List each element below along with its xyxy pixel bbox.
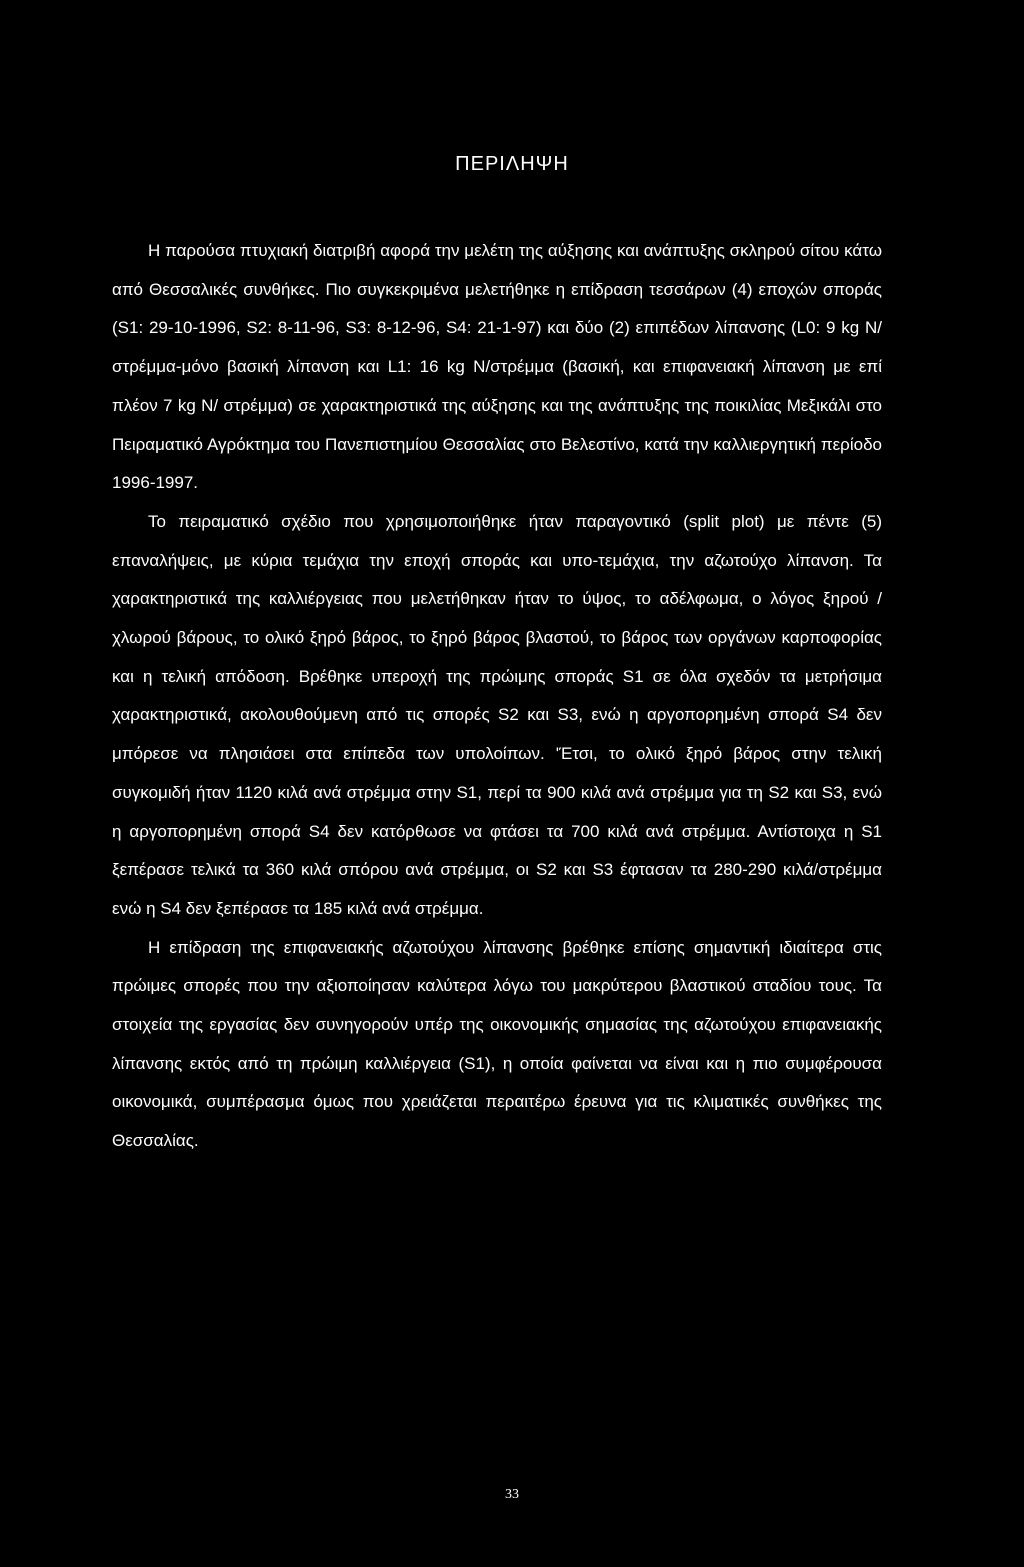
paragraph-conclusion: Η επίδραση της επιφανειακής αζωτούχου λίπανσης βρέθηκε επίσης σημαντική ιδιαίτερα στις πρώιμες σπορές που την αξιοποίησαν καλύτερα λόγω του μακρύτερου βλαστικού σταδίου τους. Τα στοιχεία της εργασίας δεν συνηγορούν υπέρ της οικονομικής σημασίας της αζωτούχου επιφανειακής λίπανσης εκτός από τη πρώιμη καλλιέργεια (S1), η οποία φαίνεται να είναι και η πιο συμφέρουσα οικονομικά, συμπέρασμα όμως που χρειάζεται περαιτέρω έρευνα για τις κλιματικές συνθήκες της Θεσσαλίας. — [112, 937, 882, 1151]
paragraph-intro: Η παρούσα πτυχιακή διατριβή αφορά την μελέτη της αύξησης και ανάπτυξης σκληρού σίτου κάτω από Θεσσαλικές συνθήκες. Πιο συγκεκριμένα μελετήθηκε η επίδραση τεσσάρων (4) εποχών σποράς (S1: 29-10-1996, S2: 8-11-96, S3: 8-12-96, S4: 21-1-97) και δύο (2) επιπέδων λίπανσης (L0: 9 kg N/στρέμμα-μόνο βασική λίπανση και L1: 16 kg N/στρέμμα (βασική, και επιφανειακή λίπανση με επί πλέον 7 kg N/ στρέμμα) σε χαρακτηριστικά της αύξησης και της ανάπτυξης της ποικιλίας Μεξικάλι στο Πειραματικό Αγρόκτημα του Πανεπιστημίου Θεσσαλίας στο Βελεστίνο, κατά την καλλιεργητική περίοδο 1996-1997. — [112, 241, 882, 493]
page-number: 33 — [505, 1487, 519, 1502]
abstract-body — [112, 232, 882, 1161]
page-title: ΠΕΡΙΛΗΨΗ — [455, 153, 569, 175]
paragraph-methods-results: Το πειραματικό σχέδιο που χρησιμοποιήθηκε ήταν παραγοντικό (split plot) με πέντε (5) επαναλήψεις, με κύρια τεμάχια την εποχή σποράς και υπο-τεμάχια, την αζωτούχο λίπανση. Τα χαρακτηριστικά της καλλιέργειας που μελετήθηκαν ήταν το ύψος, το αδέλφωμα, ο λόγος ξηρού /χλωρού βάρους, το ολικό ξηρό βάρος, το ξηρό βάρος βλαστού, το βάρος των οργάνων καρποφορίας και η τελική απόδοση. Βρέθηκε υπεροχή της πρώιμης σποράς S1 σε όλα σχεδόν τα μετρήσιμα χαρακτηριστικά, ακολουθούμενη από τις σπορές S2 και S3, ενώ η αργοπορημένη σπορά S4 δεν μπόρεσε να πλησιάσει στα επίπεδα των υπολοίπων. 'Έτσι, το ολικό ξηρό βάρος στην τελική συγκομιδή ήταν 1120 κιλά ανά στρέμμα στην S1, περί τα 900 κιλά ανά στρέμμα για τη S2 και S3, ενώ η αργοπορημένη σπορά S4 δεν κατόρθωσε να φτάσει τα 700 κιλά ανά στρέμμα. Αντίστοιχα η S1 ξεπέρασε τελικά τα 360 κιλά σπόρου ανά στρέμμα, οι S2 και S3 έφτασαν τα 280-290 κιλά/στρέμμα ενώ η S4 δεν ξεπέρασε τα 185 κιλά ανά στρέμμα. — [112, 511, 882, 918]
